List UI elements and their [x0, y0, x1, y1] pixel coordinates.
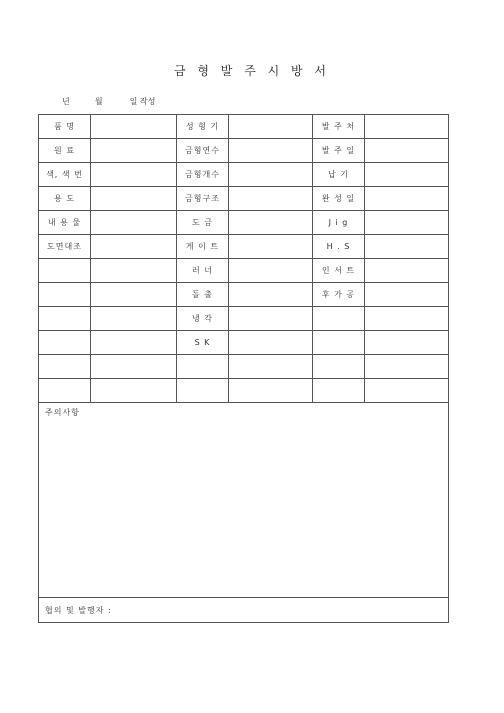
field-value-cell[interactable]	[91, 187, 177, 211]
field-value-cell[interactable]	[229, 115, 313, 139]
field-label-cell: 후 가 공	[313, 283, 365, 307]
field-label-cell	[313, 355, 365, 379]
notes-label: 주의사항	[45, 408, 80, 417]
field-label-cell: 도면대조	[39, 235, 91, 259]
form-row	[39, 115, 449, 139]
field-value-cell[interactable]	[91, 211, 177, 235]
field-value-cell[interactable]	[91, 379, 177, 403]
field-value-cell[interactable]	[229, 187, 313, 211]
field-label-cell: 발 주 처	[313, 115, 365, 139]
field-value-cell[interactable]	[91, 307, 177, 331]
field-label-cell: 냉 각	[177, 307, 229, 331]
field-value-cell[interactable]	[365, 235, 449, 259]
field-value-cell[interactable]	[365, 211, 449, 235]
field-value-cell[interactable]	[365, 259, 449, 283]
field-label-cell: 인 서 트	[313, 259, 365, 283]
notes-cell[interactable]	[39, 403, 449, 598]
field-value-cell[interactable]	[365, 115, 449, 139]
field-value-cell[interactable]	[229, 307, 313, 331]
form-row	[39, 307, 449, 331]
field-label-cell	[39, 379, 91, 403]
issuer-cell[interactable]	[39, 598, 449, 623]
order-spec-table	[38, 114, 449, 623]
field-value-cell[interactable]	[91, 283, 177, 307]
field-label-cell: 납 기	[313, 163, 365, 187]
document-title: 금 형 발 주 시 방 서	[173, 64, 331, 78]
field-label-cell: 품 명	[39, 115, 91, 139]
field-label-cell	[177, 355, 229, 379]
field-value-cell[interactable]	[229, 235, 313, 259]
field-label-cell: 내 용 물	[39, 211, 91, 235]
field-value-cell[interactable]	[365, 187, 449, 211]
form-row	[39, 139, 449, 163]
field-value-cell[interactable]	[229, 331, 313, 355]
field-label-cell: 발 주 일	[313, 139, 365, 163]
day-written-label: 일 작성	[129, 97, 156, 106]
month-label: 월	[94, 97, 103, 106]
field-value-cell[interactable]	[365, 139, 449, 163]
field-label-cell: 도 금	[177, 211, 229, 235]
field-label-cell	[39, 259, 91, 283]
field-label-cell: 성 형 기	[177, 115, 229, 139]
field-value-cell[interactable]	[229, 163, 313, 187]
form-row	[39, 259, 449, 283]
field-value-cell[interactable]	[229, 211, 313, 235]
field-label-cell	[39, 355, 91, 379]
field-value-cell[interactable]	[365, 379, 449, 403]
field-label-cell: J i g	[313, 211, 365, 235]
form-row	[39, 283, 449, 307]
field-label-cell: 완 성 일	[313, 187, 365, 211]
field-label-cell: 금형구조	[177, 187, 229, 211]
field-value-cell[interactable]	[229, 139, 313, 163]
field-label-cell: 금형개수	[177, 163, 229, 187]
field-label-cell	[39, 307, 91, 331]
field-label-cell	[313, 379, 365, 403]
form-row	[39, 163, 449, 187]
field-label-cell	[313, 331, 365, 355]
field-label-cell: S K	[177, 331, 229, 355]
field-value-cell[interactable]	[229, 355, 313, 379]
field-value-cell[interactable]	[365, 331, 449, 355]
year-label: 년	[62, 97, 70, 106]
field-value-cell[interactable]	[365, 355, 449, 379]
field-label-cell: 게 이 트	[177, 235, 229, 259]
field-label-cell: 러 너	[177, 259, 229, 283]
field-label-cell: 색, 색 번	[39, 163, 91, 187]
field-value-cell[interactable]	[91, 163, 177, 187]
field-value-cell[interactable]	[91, 139, 177, 163]
field-label-cell	[39, 331, 91, 355]
field-value-cell[interactable]	[365, 283, 449, 307]
field-label-cell	[39, 283, 91, 307]
field-value-cell[interactable]	[91, 355, 177, 379]
form-row	[39, 331, 449, 355]
form-row	[39, 379, 449, 403]
field-value-cell[interactable]	[91, 331, 177, 355]
field-value-cell[interactable]	[229, 283, 313, 307]
issuer-label: 협의 및 발행자 :	[45, 605, 112, 615]
field-value-cell[interactable]	[229, 259, 313, 283]
field-label-cell: 돌 출	[177, 283, 229, 307]
form-row	[39, 235, 449, 259]
field-value-cell[interactable]	[91, 259, 177, 283]
form-row	[39, 187, 449, 211]
form-row	[39, 355, 449, 379]
field-label-cell: 금형연수	[177, 139, 229, 163]
field-value-cell[interactable]	[91, 235, 177, 259]
field-label-cell: H . S	[313, 235, 365, 259]
field-value-cell[interactable]	[365, 307, 449, 331]
field-value-cell[interactable]	[229, 379, 313, 403]
field-label-cell: 용 도	[39, 187, 91, 211]
date-line	[62, 96, 155, 107]
field-value-cell[interactable]	[91, 115, 177, 139]
field-label-cell	[313, 307, 365, 331]
form-row	[39, 211, 449, 235]
field-label-cell	[177, 379, 229, 403]
field-label-cell: 원 료	[39, 139, 91, 163]
field-value-cell[interactable]	[365, 163, 449, 187]
